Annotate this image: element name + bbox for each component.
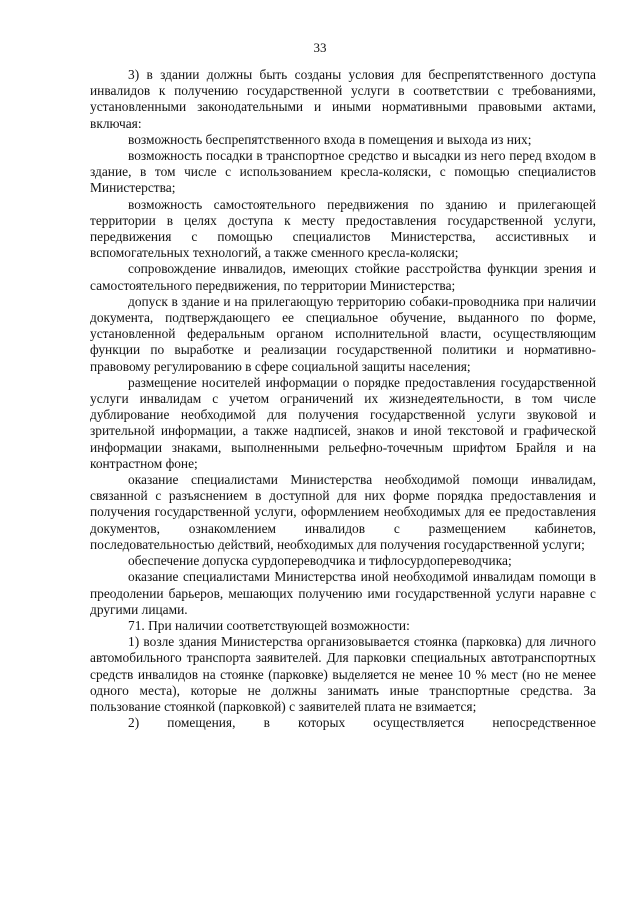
paragraph-sign-interpreter: обеспечение допуска сурдопереводчика и тифлосурдопереводчика; xyxy=(128,553,512,569)
document-body xyxy=(90,67,596,731)
paragraph-3-conditions: 3) в здании должны быть созданы условия для беспрепятственного доступа инвалидов к получению государственной услуги в соответствии с требованиями, установленными законодательными и иными нормативными правовыми актами, включая: xyxy=(90,67,596,131)
paragraph-independent-movement: возможность самостоятельного передвижения по зданию и прилегающей территории в целях доступа к месту предоставления государственной услуги, передвижения с помощью специалистов Министерства, ассистивных и вспомогательных технологий, а также сменного кресла-коляски; xyxy=(90,196,596,261)
paragraph-other-assistance: оказание специалистами Министерства иной необходимой инвалидам помощи в преодолении барьеров, мешающих получению ими государственной услуги наравне с другими лицами. xyxy=(90,569,596,617)
paragraph-specialist-assistance: оказание специалистами Министерства необходимой помощи инвалидам, связанной с разъяснением в доступной для них форме порядка предоставления и получения государственной услуги, оформлением необходимых для ее предоставления документов, ознакомлением инвалидов с размещением кабинетов, последовательностью действий, необходимых для получения государственной услуги; xyxy=(90,472,596,552)
paragraph-information-placement: размещение носителей информации о порядке предоставления государственной услуги инвалидам с учетом ограничений их жизнедеятельности, в том числе дублирование необходимой для получения государственной услуги звуковой и зрительной информации, а также надписей, знаков и иной текстовой и графической информации знаками, выполненными рельефно-точечным шрифтом Брайля и на контрастном фоне; xyxy=(90,374,596,471)
paragraph-guide-dog: допуск в здание и на прилегающую территорию собаки-проводника при наличии документа, подтверждающего ее специальное обучение, выданного по форме, установленной федеральным органом исполнительной власти, осуществляющим функции по выработке и реализации государственной политики и нормативно-правовому регулированию в сфере социальной защиты населения; xyxy=(90,293,596,374)
paragraph-premises: 2) помещения, в которых осуществляется непосредственное xyxy=(128,715,596,731)
paragraph-accompaniment: сопровождение инвалидов, имеющих стойкие расстройства функции зрения и самостоятельного передвижения, по территории Министерства; xyxy=(90,261,596,293)
page-number: 33 xyxy=(313,40,327,55)
paragraph-71-heading: 71. При наличии соответствующей возможности: xyxy=(128,617,410,633)
paragraph-parking: 1) возле здания Министерства организовывается стоянка (парковка) для личного автомобильного транспорта заявителей. Для парковки специальных автотранспортных средств инвалидов на стоянке (парковке) выделяется не менее 10 % мест (но не менее одного места), которые не должны занимать иные транспортные средства. За пользование стоянкой (парковкой) с заявителей плата не взимается; xyxy=(90,634,596,714)
paragraph-entry-exit: возможность беспрепятственного входа в помещения и выхода из них; xyxy=(128,131,532,147)
paragraph-boarding: возможность посадки в транспортное средство и высадки из него перед входом в здание, в том числе с использованием кресла-коляски, с помощью специалистов Министерства; xyxy=(90,148,596,196)
